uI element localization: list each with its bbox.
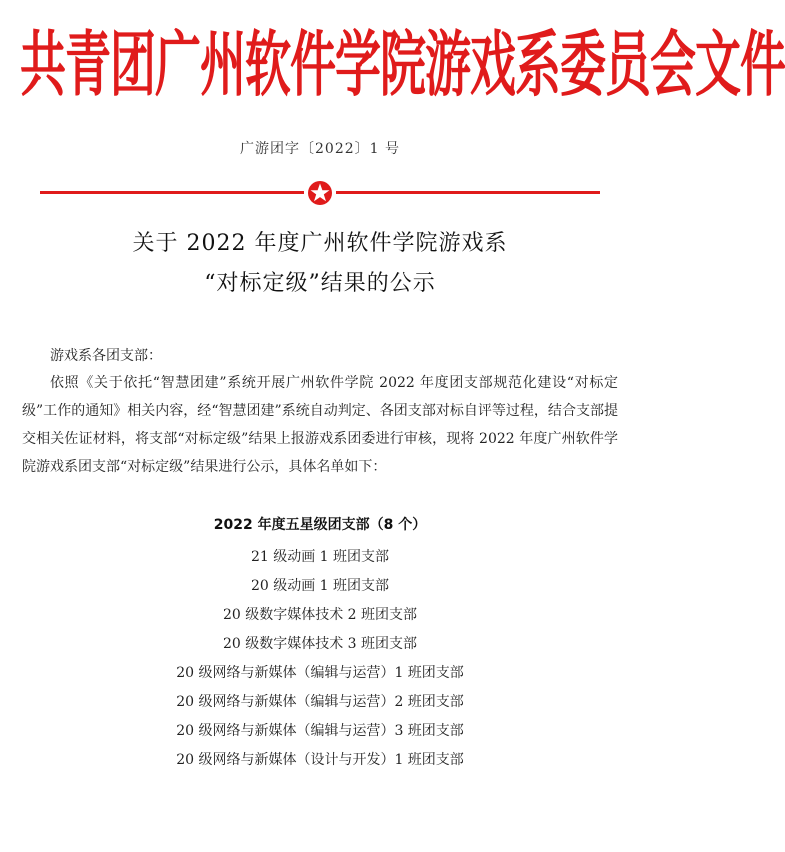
salutation: 游戏系各团支部： — [50, 348, 162, 364]
masthead-title: 共青团广州软件学院游戏系委员会文件 — [20, 22, 785, 106]
list-item: 20 级动画 1 班团支部 — [250, 578, 390, 594]
list-item: 20 级网络与新媒体（编辑与运营）3 班团支部 — [176, 723, 464, 739]
red-divider-left — [40, 191, 304, 194]
list-heading: 2022 年度五星级团支部（8 个） — [213, 517, 427, 533]
star-icon — [305, 178, 335, 208]
list-item: 20 级网络与新媒体（设计与开发）1 班团支部 — [176, 752, 464, 768]
notice-title-line-1: 关于 2022 年度广州软件学院游戏系 — [132, 231, 508, 256]
list-item: 20 级数字媒体技术 2 班团支部 — [222, 607, 418, 623]
document-number: 广游团字〔2022〕1 号 — [240, 141, 400, 157]
list-item: 20 级数字媒体技术 3 班团支部 — [222, 636, 418, 652]
notice-title-line-2: “对标定级”结果的公示 — [204, 271, 436, 296]
list-item: 20 级网络与新媒体（编辑与运营）2 班团支部 — [176, 694, 464, 710]
branch-list — [0, 543, 640, 775]
red-divider-right — [336, 191, 600, 194]
list-item: 20 级网络与新媒体（编辑与运营）1 班团支部 — [176, 665, 464, 681]
list-item: 21 级动画 1 班团支部 — [250, 549, 390, 565]
body-paragraph: 依照《关于依托“智慧团建”系统开展广州软件学院 2022 年度团支部规范化建设“对标定级”工作的通知》相关内容，经“智慧团建”系统自动判定、各团支部对标自评等过程，结合支部提交相关佐证材料，将支部“对标定级”结果上报游戏系团委进行审核，现将 2022 年度广州软件学院游戏系团支部“对标定级”结果进行公示，具体名单如下： — [22, 375, 618, 475]
